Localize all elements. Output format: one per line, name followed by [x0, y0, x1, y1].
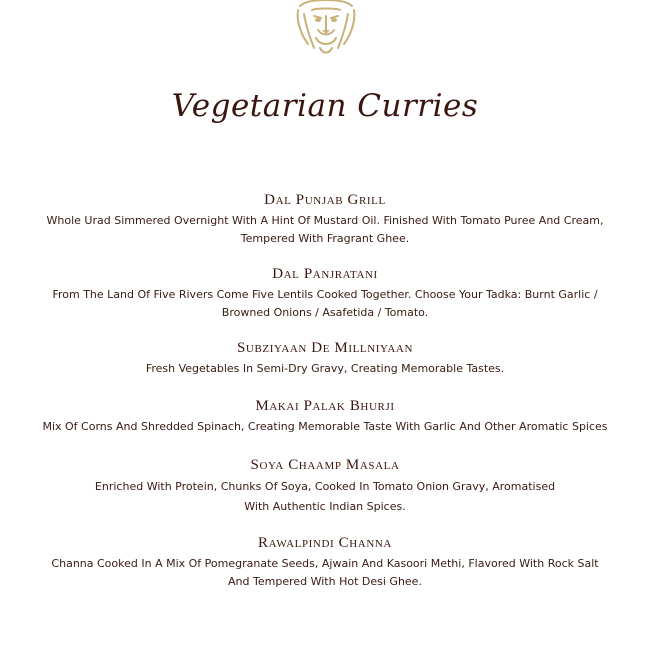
- menu-item-name: Soya Chaamp Masala: [250, 457, 400, 473]
- menu-item-name: Makai Palak Bhurji: [255, 398, 395, 414]
- description-line: With Authentic Indian Spices.: [244, 500, 406, 513]
- description-line: From The Land Of Five Rivers Come Five Lentils Cooked Together. Choose Your Tadka: Burnt Garlic /: [52, 288, 598, 301]
- description-line: Browned Onions / Asafetida / Tomato.: [221, 306, 429, 319]
- menu-item-description: [0, 286, 650, 322]
- description-line: Fresh Vegetables In Semi-Dry Gravy, Creating Memorable Tastes.: [145, 362, 505, 375]
- menu-item-name: Dal Punjab Grill: [264, 192, 386, 208]
- menu-item-description: [0, 212, 650, 248]
- description-line: And Tempered With Hot Desi Ghee.: [228, 575, 422, 588]
- menu-item: [0, 339, 650, 378]
- description-line: Mix Of Corns And Shredded Spinach, Creating Memorable Taste With Garlic And Other Aromatic Spices: [42, 420, 608, 433]
- menu-item-name: Subziyaan De Millniyaan: [236, 340, 413, 356]
- description-line: Whole Urad Simmered Overnight With A Hint Of Mustard Oil. Finished With Tomato Puree And Cream,: [46, 214, 604, 227]
- lion-head-icon: [294, 0, 358, 56]
- description-line: Tempered With Fragrant Ghee.: [240, 232, 410, 245]
- menu-item: [0, 456, 650, 517]
- description-line: Enriched With Protein, Chunks Of Soya, Cooked In Tomato Onion Gravy, Aromatised: [94, 480, 556, 493]
- menu-item-name: Rawalpindi Channa: [258, 535, 392, 551]
- menu-item-name: Dal Panjratani: [272, 266, 378, 282]
- description-line: Channa Cooked In A Mix Of Pomegranate Seeds, Ajwain And Kasoori Methi, Flavored With Rock Salt: [51, 557, 599, 570]
- menu-item-description: [0, 477, 650, 517]
- menu-item-description: [0, 418, 650, 436]
- menu-item: [0, 397, 650, 436]
- menu-item-description: [0, 555, 650, 591]
- menu-item: [0, 534, 650, 591]
- menu-item-description: [0, 360, 650, 378]
- menu-item: [0, 265, 650, 322]
- menu-item: [0, 191, 650, 248]
- menu-section-title: Vegetarian Curries: [171, 88, 479, 124]
